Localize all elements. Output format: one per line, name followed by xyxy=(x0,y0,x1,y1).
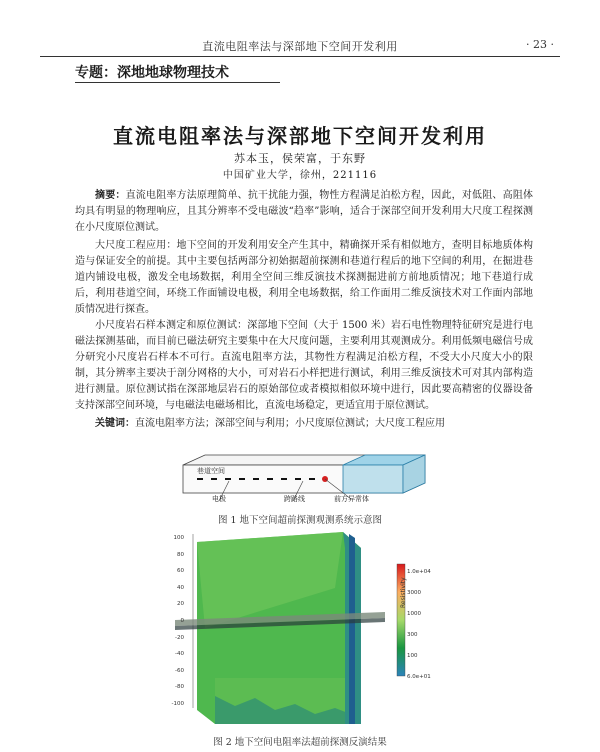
abstract xyxy=(75,188,533,236)
paragraph-2: 小尺度岩石样本测定和原位测试：深部地下空间（大于 1500 米）岩石电性物理特征研究是进行电磁法探测基础，而目前已磁法研究主要集中在大尺度问题，主要利用其观测成分。利用低频电磁信号成分研究小尺度岩石样本不可行。直流电阻率方法，其物性方程满足泊松方程，不受大小尺度大小的限制，其分辨率主要决于剖分网格的大小，可对岩石小样把进行测试，利用三维反演技术可对其内部构造进行测量。原位测试指在深部地层岩石的原始部位或者模拟相似环境中进行，因此要高精密的仪器设备支持深部空间环境，与电磁法电磁场相比，直流电场稳定，更适宜用于原位测试。 xyxy=(75,320,533,411)
abstract-text: 直流电阻率方法原理简单、抗干扰能力强，物性方程满足泊松方程，因此，对低阻、高阻体均具有明显的物理响应，且其分辨率不受电磁波“趋率”影响，适合于深部空间开发利用大尺度工程探测在小尺度原位测试。 xyxy=(75,190,534,233)
keywords-text: 直流电阻率方法；深部空间与利用；小尺度原位测试；大尺度工程应用 xyxy=(135,418,445,429)
z-tick-labels xyxy=(162,530,184,713)
z-tick: -80 xyxy=(175,684,184,691)
figure-1-caption: 图 1 地下空间超前探测观测系统示意图 xyxy=(217,515,383,526)
z-tick: 20 xyxy=(177,601,184,608)
z-tick: 60 xyxy=(177,568,184,575)
cable-label: 跨路线 xyxy=(284,495,305,503)
anomaly-core xyxy=(349,534,355,724)
colorbar-tick: 300 xyxy=(407,632,418,638)
colorbar-tick: 3000 xyxy=(407,590,421,596)
electrode-label: 电极 xyxy=(212,495,226,503)
colorbar-tick: 1.0e+04 xyxy=(407,569,431,575)
z-tick: -20 xyxy=(175,634,184,641)
colorbar-tick: 1000 xyxy=(407,611,421,617)
z-tick: -40 xyxy=(175,651,184,658)
authors: 苏本玉，侯荣富，于东野 xyxy=(234,152,366,165)
target-label: 前方异常体 xyxy=(334,495,369,503)
abstract-label: 摘要： xyxy=(95,190,126,201)
z-tick: 100 xyxy=(173,535,184,541)
z-tick: -60 xyxy=(175,667,184,674)
paper-title: 直流电阻率法与深部地下空间开发利用 xyxy=(113,124,487,148)
section-rule xyxy=(75,82,280,83)
z-tick: 40 xyxy=(177,584,184,591)
keywords-label: 关键词： xyxy=(95,418,135,429)
z-tick: -100 xyxy=(171,700,184,707)
paragraph-1: 大尺度工程应用：地下空间的开发利用安全产生其中，精确探开采有相似地方，查明目标地质体构造与保证安全的前提。其中主要包括两部分初始据超前探测和巷道行程后的地下空间的利用，在掘进巷道内铺设电极，激发全电场数据，利用全空间三维反演技术探测掘进前方前地质情况；地下巷道行成后，利用巷道空间，环绕工作面铺设电极，利用全电场数据，给工作面用二维反演技术对工作面内部地质情况进行探查。 xyxy=(75,240,533,315)
z-tick: 0 xyxy=(180,617,184,624)
figure-2-caption: 图 2 地下空间电阻率法超前探测反演结果 xyxy=(213,737,387,748)
tunnel-label: 巷道空间 xyxy=(197,467,225,475)
section-tag: 专题：深地地球物理技术 xyxy=(75,65,229,81)
figure-2-plot xyxy=(175,528,437,728)
header-rule xyxy=(40,56,560,57)
colorbar-tick: 6.0e+01 xyxy=(407,674,431,680)
colorbar-tick: 100 xyxy=(407,653,418,659)
page-number: · 23 · xyxy=(526,38,554,51)
colorbar-ticks xyxy=(407,562,431,688)
colorbar-title: Resistivity xyxy=(400,577,407,608)
keywords xyxy=(75,416,533,432)
z-tick: 80 xyxy=(177,551,184,558)
affiliation: 中国矿业大学，徐州，221116 xyxy=(222,170,378,181)
running-title: 直流电阻率法与深部地下空间开发利用 xyxy=(202,40,398,53)
anomaly-body xyxy=(343,465,403,493)
